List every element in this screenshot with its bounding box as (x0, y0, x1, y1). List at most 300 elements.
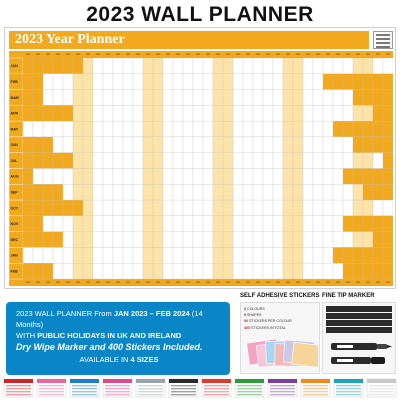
day-cell (33, 74, 43, 90)
day-cell (363, 184, 373, 200)
day-cell (323, 74, 333, 90)
day-cell (253, 58, 263, 74)
day-cell (153, 121, 163, 137)
day-cell (153, 263, 163, 279)
day-cell (123, 169, 133, 185)
day-cell (263, 90, 273, 106)
day-cell (303, 121, 313, 137)
day-cell (233, 216, 243, 232)
marker-spec-bar (326, 320, 392, 326)
day-cell (93, 232, 103, 248)
marker-title: FINE TIP MARKER (322, 293, 375, 299)
day-cell (53, 169, 63, 185)
day-cell (53, 216, 63, 232)
day-cell (323, 121, 333, 137)
day-cell (33, 169, 43, 185)
sticker-fact: 8 SHAPES (244, 313, 262, 318)
day-cell (333, 247, 343, 263)
day-cell (83, 200, 93, 216)
day-cell (223, 121, 233, 137)
day-cell (323, 58, 333, 74)
page-headline: 2023 WALL PLANNER (86, 3, 314, 26)
day-cell (143, 247, 153, 263)
day-cell (63, 137, 73, 153)
day-cell (163, 105, 173, 121)
marker-spec-bar (326, 313, 392, 319)
day-cell (73, 184, 83, 200)
day-cell (193, 184, 203, 200)
day-cell (123, 200, 133, 216)
day-cell (23, 169, 33, 185)
day-cell (143, 105, 153, 121)
day-cell (133, 90, 143, 106)
day-cell (23, 74, 33, 90)
variant-thumbnail[interactable] (4, 379, 33, 397)
day-cell (163, 247, 173, 263)
day-cell (83, 90, 93, 106)
marker-spec-bar (326, 306, 392, 312)
day-cell (313, 169, 323, 185)
day-cell (303, 169, 313, 185)
day-cell (53, 137, 63, 153)
day-cell (63, 153, 73, 169)
planner-title: 2023 Year Planner (15, 32, 125, 47)
day-cell (313, 90, 323, 106)
day-cell (363, 247, 373, 263)
day-cell (373, 232, 383, 248)
day-cell (23, 184, 33, 200)
day-cell (243, 58, 253, 74)
day-cell (103, 247, 113, 263)
day-cell (133, 263, 143, 279)
day-cell (173, 90, 183, 106)
day-cell (303, 58, 313, 74)
day-cell (53, 232, 63, 248)
day-cell (153, 184, 163, 200)
day-cell (263, 169, 273, 185)
day-cell (223, 105, 233, 121)
day-cell (123, 153, 133, 169)
day-cell (143, 216, 153, 232)
day-cell (333, 58, 343, 74)
day-cell (63, 247, 73, 263)
day-cell (223, 74, 233, 90)
day-cell (273, 232, 283, 248)
day-cell (343, 232, 353, 248)
day-cell (23, 200, 33, 216)
day-cell (23, 58, 33, 74)
day-cell (153, 247, 163, 263)
day-cell (33, 90, 43, 106)
day-cell (83, 105, 93, 121)
day-cell (373, 263, 383, 279)
day-cell (43, 137, 53, 153)
day-cell (183, 121, 193, 137)
day-cell (383, 90, 393, 106)
month-label: MAR (10, 95, 19, 100)
day-cell (133, 247, 143, 263)
day-cell (293, 137, 303, 153)
day-cell (113, 90, 123, 106)
day-cell (33, 184, 43, 200)
day-cell (353, 247, 363, 263)
day-cell (113, 153, 123, 169)
day-cell (93, 169, 103, 185)
day-cell (213, 216, 223, 232)
variant-thumbnails (2, 377, 398, 399)
day-cell (333, 105, 343, 121)
day-cell (353, 105, 363, 121)
day-cell (233, 169, 243, 185)
marker-panel (322, 302, 396, 374)
day-cell (383, 137, 393, 153)
day-cell (133, 184, 143, 200)
day-cell (333, 200, 343, 216)
day-cell (213, 184, 223, 200)
day-cell (143, 153, 153, 169)
day-cell (73, 105, 83, 121)
day-cell (183, 263, 193, 279)
day-cell (123, 137, 133, 153)
day-cell (283, 184, 293, 200)
day-cell (233, 184, 243, 200)
day-cell (113, 74, 123, 90)
day-cell (313, 263, 323, 279)
day-cell (233, 58, 243, 74)
day-cell (243, 232, 253, 248)
day-cell (83, 232, 93, 248)
variant-thumbnail[interactable] (202, 379, 231, 397)
day-cell (333, 90, 343, 106)
day-cell (163, 184, 173, 200)
day-cell (73, 200, 83, 216)
day-cell (303, 105, 313, 121)
day-cell (223, 90, 233, 106)
day-cell (233, 247, 243, 263)
day-cell (163, 153, 173, 169)
day-cell (33, 105, 43, 121)
day-cell (373, 121, 383, 137)
variant-thumbnail[interactable] (235, 379, 264, 397)
day-cell (333, 74, 343, 90)
day-cell (383, 58, 393, 74)
variant-thumbnail[interactable] (301, 379, 330, 397)
day-cell (123, 216, 133, 232)
day-cell (173, 169, 183, 185)
day-cell (123, 105, 133, 121)
day-cell (163, 90, 173, 106)
day-cell (163, 121, 173, 137)
day-cell (373, 200, 383, 216)
day-cell (313, 137, 323, 153)
day-cell (123, 74, 133, 90)
day-cell (93, 90, 103, 106)
day-cell (233, 137, 243, 153)
day-cell (153, 137, 163, 153)
day-cell (283, 58, 293, 74)
day-cell (343, 169, 353, 185)
variant-thumbnail[interactable] (268, 379, 297, 397)
sticker-fact: 50 STICKERS PER COLOUR (244, 319, 292, 324)
day-cell (333, 121, 343, 137)
stickers-title: SELF ADHESIVE STICKERS (240, 293, 320, 299)
day-cell (183, 247, 193, 263)
day-cell (333, 137, 343, 153)
day-cell (243, 90, 253, 106)
day-cell (273, 263, 283, 279)
day-cell (143, 137, 153, 153)
variant-thumbnail[interactable] (37, 379, 66, 397)
day-cell (93, 105, 103, 121)
day-cell (223, 137, 233, 153)
day-cell (183, 105, 193, 121)
day-cell (353, 216, 363, 232)
day-cell (153, 105, 163, 121)
day-cell (283, 247, 293, 263)
day-cell (63, 169, 73, 185)
day-cell (203, 74, 213, 90)
day-cell (73, 263, 83, 279)
day-cell (153, 90, 163, 106)
day-cell (73, 90, 83, 106)
day-cell (373, 169, 383, 185)
day-cell (223, 216, 233, 232)
variant-thumbnail[interactable] (367, 379, 396, 397)
day-cell (173, 247, 183, 263)
day-cell (263, 232, 273, 248)
day-cell (253, 200, 263, 216)
day-cell (143, 90, 153, 106)
day-cell (323, 153, 333, 169)
day-cell (313, 200, 323, 216)
day-cell (363, 216, 373, 232)
day-cell (193, 232, 203, 248)
day-cell (63, 232, 73, 248)
day-cell (103, 74, 113, 90)
day-cell (293, 184, 303, 200)
day-cell (163, 74, 173, 90)
day-cell (163, 58, 173, 74)
day-cell (233, 74, 243, 90)
sticker-sheets-image (244, 339, 318, 371)
variant-thumbnail[interactable] (136, 379, 165, 397)
promo-line-5: AVAILABLE IN 4 SIZES (79, 355, 159, 364)
day-cell (43, 247, 53, 263)
day-cell (173, 153, 183, 169)
day-cell (243, 105, 253, 121)
day-cell (83, 247, 93, 263)
day-cell (273, 200, 283, 216)
day-cell (43, 232, 53, 248)
day-cell (143, 58, 153, 74)
day-cell (343, 74, 353, 90)
marker-pen-image (327, 337, 393, 371)
day-cell (43, 216, 53, 232)
day-cell (383, 200, 393, 216)
day-cell (163, 263, 173, 279)
marker-spec-bar (326, 327, 392, 333)
day-cell (263, 247, 273, 263)
day-cell (93, 58, 103, 74)
sticker-fact: 8 COLOURS (244, 307, 265, 311)
day-cell (193, 58, 203, 74)
day-cell (183, 58, 193, 74)
day-cell (103, 153, 113, 169)
day-cell (103, 105, 113, 121)
day-cell (213, 121, 223, 137)
day-cell (303, 74, 313, 90)
day-cell (323, 169, 333, 185)
variant-thumbnail[interactable] (334, 379, 363, 397)
day-cell (303, 216, 313, 232)
day-cell (33, 137, 43, 153)
day-cell (93, 247, 103, 263)
day-cell (373, 74, 383, 90)
day-cell (83, 184, 93, 200)
day-cell (153, 58, 163, 74)
day-cell (273, 58, 283, 74)
day-cell (243, 200, 253, 216)
day-cell (373, 247, 383, 263)
day-cell (153, 74, 163, 90)
day-cell (173, 121, 183, 137)
day-cell (293, 74, 303, 90)
day-cell (133, 153, 143, 169)
day-cell (33, 58, 43, 74)
day-cell (203, 105, 213, 121)
day-cell (33, 232, 43, 248)
day-cell (383, 247, 393, 263)
day-cell (353, 90, 363, 106)
day-cell (193, 200, 203, 216)
day-cell (23, 121, 33, 137)
day-cell (333, 153, 343, 169)
day-cell (113, 121, 123, 137)
day-cell (353, 121, 363, 137)
day-cell (293, 200, 303, 216)
day-cell (143, 263, 153, 279)
day-cell (33, 247, 43, 263)
variant-thumbnail[interactable] (70, 379, 99, 397)
day-cell (103, 263, 113, 279)
day-cell (313, 232, 323, 248)
day-cell (273, 169, 283, 185)
day-cell (293, 121, 303, 137)
promo-line-3: Dry Wipe Marker and 400 Stickers Included. (16, 342, 203, 352)
day-cell (173, 216, 183, 232)
day-cell (213, 58, 223, 74)
day-cell (243, 74, 253, 90)
day-cell (173, 263, 183, 279)
day-cell (193, 247, 203, 263)
variant-thumbnail[interactable] (169, 379, 198, 397)
day-cell (273, 90, 283, 106)
day-cell (113, 232, 123, 248)
day-cell (323, 263, 333, 279)
day-cell (303, 184, 313, 200)
day-cell (43, 169, 53, 185)
day-cell (343, 184, 353, 200)
day-cell (293, 216, 303, 232)
promo-line-2: WITH PUBLIC HOLIDAYS IN UK AND IRELAND (16, 331, 182, 340)
day-cell (23, 232, 33, 248)
month-label: DEC (10, 237, 19, 242)
day-cell (163, 200, 173, 216)
variant-thumbnail[interactable] (103, 379, 132, 397)
day-cell (183, 74, 193, 90)
day-cell (283, 200, 293, 216)
day-cell (123, 263, 133, 279)
day-cell (133, 200, 143, 216)
day-cell (63, 200, 73, 216)
day-cell (133, 137, 143, 153)
day-cell (73, 153, 83, 169)
day-cell (203, 200, 213, 216)
day-cell (223, 232, 233, 248)
day-cell (63, 74, 73, 90)
day-cell (203, 90, 213, 106)
day-cell (273, 74, 283, 90)
day-cell (23, 263, 33, 279)
day-cell (23, 90, 33, 106)
day-cell (303, 137, 313, 153)
day-cell (163, 216, 173, 232)
day-cell (363, 137, 373, 153)
day-cell (283, 137, 293, 153)
day-cell (233, 90, 243, 106)
month-label: JAN (10, 253, 18, 258)
day-cell (203, 263, 213, 279)
day-cell (383, 263, 393, 279)
day-cell (253, 74, 263, 90)
day-cell (73, 216, 83, 232)
day-cell (313, 216, 323, 232)
day-cell (43, 153, 53, 169)
day-cell (253, 184, 263, 200)
promo-box (6, 302, 230, 375)
day-cell (333, 216, 343, 232)
day-cell (183, 216, 193, 232)
day-cell (133, 121, 143, 137)
day-cell (193, 137, 203, 153)
day-cell (203, 247, 213, 263)
day-cell (383, 216, 393, 232)
day-cell (283, 105, 293, 121)
day-cell (323, 200, 333, 216)
day-cell (133, 232, 143, 248)
day-cell (73, 121, 83, 137)
day-cell (113, 58, 123, 74)
day-cell (23, 137, 33, 153)
day-cell (243, 247, 253, 263)
day-cell (263, 105, 273, 121)
day-cell (333, 184, 343, 200)
day-cell (73, 137, 83, 153)
day-cell (383, 105, 393, 121)
day-cell (23, 105, 33, 121)
day-cell (283, 232, 293, 248)
day-cell (63, 58, 73, 74)
day-cell (383, 153, 393, 169)
day-cell (323, 184, 333, 200)
planner-key-box (373, 31, 393, 49)
day-cell (273, 105, 283, 121)
day-cell (33, 216, 43, 232)
day-cell (263, 121, 273, 137)
day-cell (113, 169, 123, 185)
day-cell (43, 58, 53, 74)
marker-spec-list (326, 306, 392, 334)
